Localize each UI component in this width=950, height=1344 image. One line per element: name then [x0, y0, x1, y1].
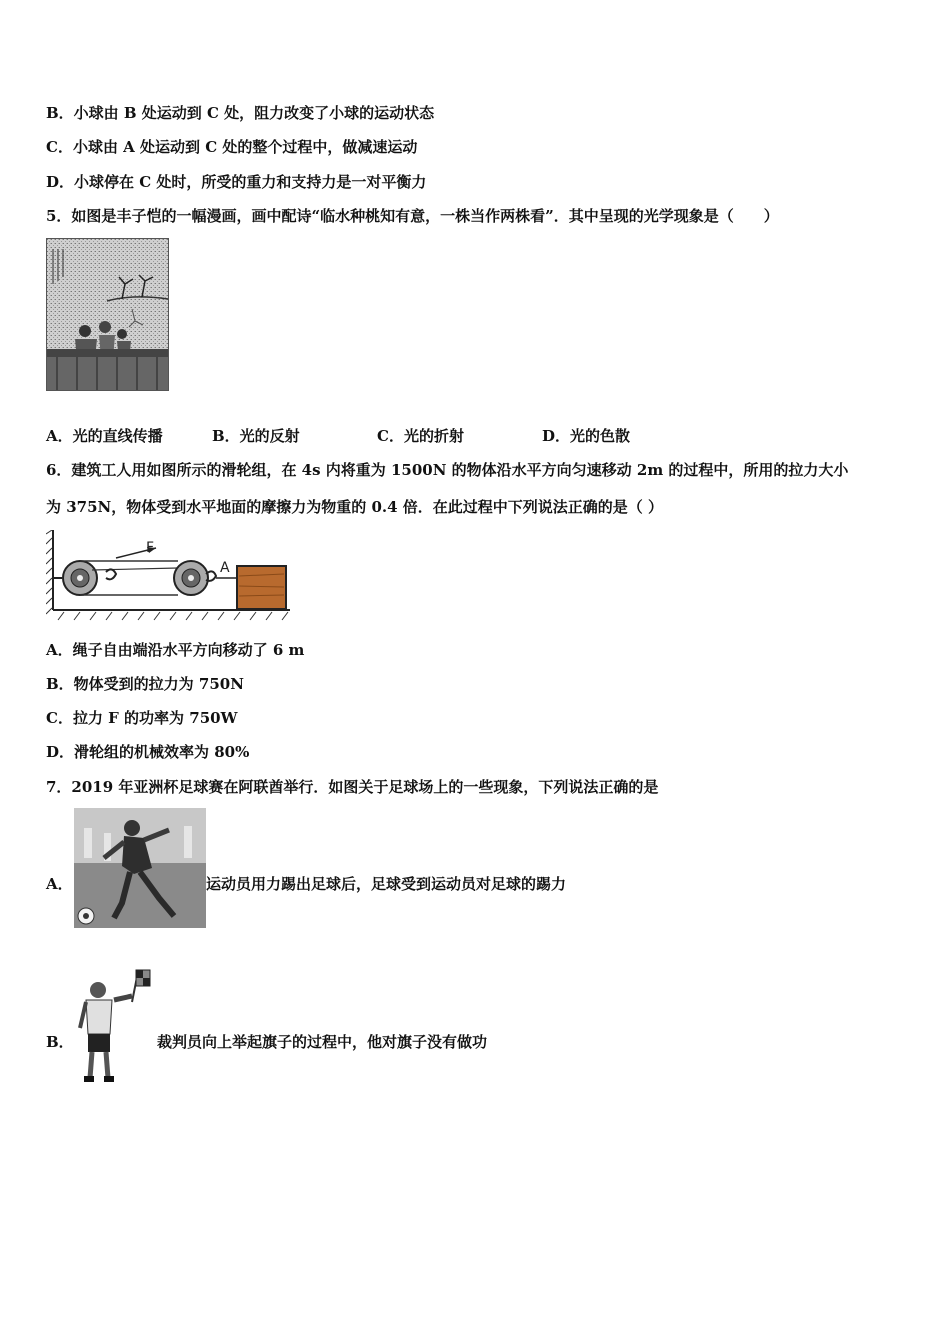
soccer-player-image — [74, 808, 206, 928]
q6-option-b: B．物体受到的拉力为 750N — [46, 675, 244, 693]
q5-option-d: D．光的色散 — [542, 427, 631, 445]
q4-option-b: B．小球由 B 处运动到 C 处，阻力改变了小球的运动状态 — [46, 104, 435, 122]
force-label: F — [146, 540, 155, 556]
q5-cartoon-figure — [46, 238, 169, 391]
q4-option-d: D．小球停在 C 处时，所受的重力和支持力是一对平衡力 — [46, 173, 427, 191]
q6-pulley-figure — [46, 530, 290, 622]
q7-option-a-text: 运动员用力踢出足球后，足球受到运动员对足球的踢力 — [206, 875, 567, 893]
pulley-diagram — [46, 530, 290, 622]
q7-referee-figure — [76, 966, 154, 1088]
q6-stem-line2: 为 375N，物体受到水平地面的摩擦力为物重的 0.4 倍．在此过程中下列说法正确的是（ ） — [46, 498, 664, 516]
q7-option-b-text: 裁判员向上举起旗子的过程中，他对旗子没有做功 — [157, 1033, 488, 1051]
wooden-block — [237, 566, 286, 609]
q5-option-c: C．光的折射 — [377, 427, 464, 445]
q4-option-c: C．小球由 A 处运动到 C 处的整个过程中，做减速运动 — [46, 138, 418, 156]
q5-stem: 5．如图是丰子恺的一幅漫画，画中配诗“临水种桃知有意，一株当作两株看”．其中呈现的光学现象是（ ） — [46, 207, 779, 225]
q5-option-b: B．光的反射 — [212, 427, 300, 445]
q7-option-b-label: B． — [46, 1033, 74, 1051]
cartoon-illustration — [47, 239, 168, 390]
q5-option-a: A．光的直线传播 — [46, 427, 163, 445]
q7-stem: 7．2019 年亚洲杯足球赛在阿联酋举行．如图关于足球场上的一些现象，下列说法正确的是 — [46, 778, 659, 796]
q7-option-a-label: A． — [46, 875, 73, 893]
q6-option-a: A．绳子自由端沿水平方向移动了 6 m — [46, 641, 305, 659]
q7-soccer-photo — [74, 808, 206, 928]
q6-stem-line1: 6．建筑工人用如图所示的滑轮组，在 4s 内将重为 1500N 的物体沿水平方向匀速移动 2m 的过程中，所用的拉力大小 — [46, 461, 849, 479]
referee-illustration — [76, 966, 154, 1088]
q6-option-d: D．滑轮组的机械效率为 80% — [46, 743, 250, 761]
point-a-label: A — [220, 560, 230, 576]
q6-option-c: C．拉力 F 的功率为 750W — [46, 709, 238, 727]
